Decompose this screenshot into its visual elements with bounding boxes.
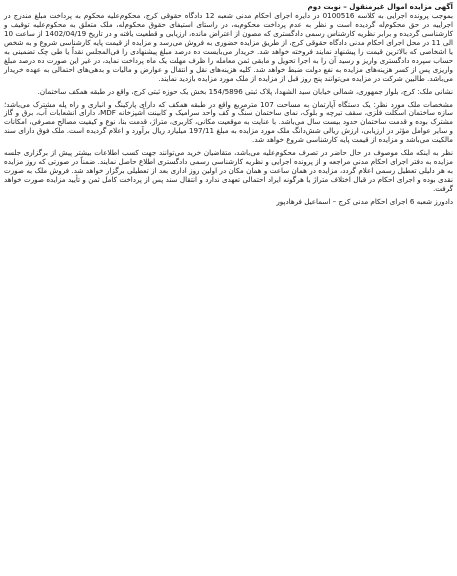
notice-title: آگهی مزایده اموال غیرمنقول – نوبت دوم [307, 2, 453, 11]
notice-signature: دادورز شعبه 6 اجرای احکام مدنی کرج – اسماعیل فرهادپور [276, 197, 453, 207]
notice-paragraph-3: مشخصات ملک مورد نظر: یک دستگاه آپارتمان به مساحت 107 مترمربع واقع در طبقه همکف که دارای پارکینگ و انباری و راه پله مشترک می‌باشد؛ سازه ساختمان اسکلت فلزی، سقف تیرچه و بلوک، نمای ساختمان سنگ و کف واحد سرامیک و کابینت آشپزخانه MDF، دارای انشعابات آب، برق و گاز مشترک بوده و قدمت ساختمان حدود بیست سال می‌باشد. با عنایت به موقعیت مکانی، کاربری، متراژ، قدمت بنا، نوع و کیفیت مصالح مصرفی، امکانات و سایر عوامل مؤثر در ارزیابی، ارزش ریالی شش‌دانگ ملک مورد مزایده به مبلغ 197/11 میلیارد ریال برآورد و اعلام گردیده است. ملک فوق دارای سند مالکیت می‌باشد و مزایده از قیمت پایه کارشناسی شروع خواهد شد. [4, 99, 454, 145]
notice-paragraph-4: نظر به اینکه ملک موصوف در حال حاضر در تصرف محکوم‌علیه می‌باشد، متقاضیان خرید می‌توانند جهت کسب اطلاعات بیشتر پیش از برگزاری جلسه مزایده به دفتر اجرای احکام مدنی مراجعه و از پرونده اجرایی و نظریه کارشناسی رسمی دادگستری اطلاع حاصل نمایند. ضمناً در صورتی که روز مزایده به هر دلیلی تعطیل رسمی اعلام گردد، مزایده در همان ساعت و همان مکان در اولین روز اداری بعد از تعطیلی برگزار خواهد شد. فروش ملک به صورت نقدی بوده و اجرای احکام در قبال اختلاف متراژ یا هرگونه ایراد احتمالی تعهدی ندارد و انتقال سند پس از پرداخت کامل ثمن و تأیید مزایده صورت خواهد گرفت. [4, 148, 453, 194]
notice-paragraph-1: بموجب پرونده اجرایی به کلاسه 0100516 در دایره اجرای احکام مدنی شعبه 12 دادگاه حقوقی کرج، محکوم‌علیه محکوم به پرداخت مبلغ مندرج در اجراییه در حق محکوم‌له گردیده است و نظر به عدم پرداخت محکوم‌به، در راستای استیفای حقوق محکوم‌له، ملک متعلق به محکوم‌علیه توقیف و کارشناسی گردیده و برابر نظریه کارشناس رسمی دادگستری که مصون از اعتراض مانده، ارزیابی و قطعیت یافته و در تاریخ 1402/04/19 از ساعت 10 الی 11 در محل اجرای احکام مدنی دادگاه حقوقی کرج، از طریق مزایده حضوری به فروش می‌رسد و مزایده از قیمت پایه کارشناسی شروع و به شخص یا اشخاصی که بالاترین قیمت را پیشنهاد نمایند فروخته خواهد شد. خریدار می‌بایست ده درصد مبلغ پیشنهادی را فی‌المجلس نقداً یا طی چک تضمینی به حساب سپرده دادگستری واریز و رسید آن را به اجرا تحویل و مابقی ثمن معامله را ظرف مهلت یک ماه پرداخت نماید، در غیر این صورت ده درصد مبلغ واریزی پس از کسر هزینه‌های مزایده به نفع دولت ضبط خواهد شد. کلیه هزینه‌های نقل و انتقال و عوارض و مالیات و بدهی‌های احتمالی به عهده خریدار می‌باشد. طالبین شرکت در مزایده می‌توانند پنج روز قبل از مزایده از ملک مورد مزایده بازدید نمایند. [4, 10, 453, 83]
notice-paragraph-2: نشانی ملک: کرج، بلوار جمهوری، شمالی خیابان سید الشهدا، پلاک ثبتی 154/5896 بخش یک حوزه ثبتی کرج، واقع در طبقه همکف ساختمان. [37, 86, 453, 96]
